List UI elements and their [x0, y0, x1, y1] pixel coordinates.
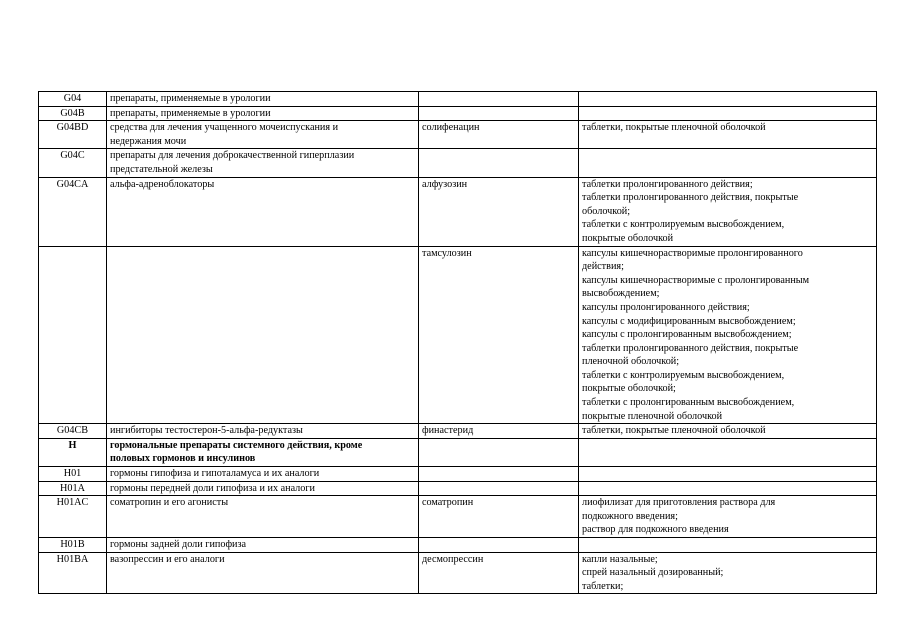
atc-code-cell: H01BA — [39, 552, 107, 594]
group-name-cell: гормональные препараты системного действия, кроме половых гормонов и инсулинов — [107, 438, 419, 466]
table-row — [39, 438, 877, 466]
group-name-cell: соматропин и его агонисты — [107, 496, 419, 538]
group-name-cell: гормоны передней доли гипофиза и их аналоги — [107, 481, 419, 496]
atc-code-cell: G04CA — [39, 177, 107, 246]
atc-code-cell: G04BD — [39, 121, 107, 149]
atc-code-cell: G04 — [39, 92, 107, 107]
drug-classification-table — [38, 91, 877, 594]
substance-cell — [419, 538, 579, 553]
substance-cell — [419, 467, 579, 482]
dosage-form-cell: капсулы кишечнорастворимые пролонгированного действия; капсулы кишечнорастворимые с пролонгированным высвобождением; капсулы пролонгированного действия; капсулы с модифицированным высвобождением; капсулы с пролонгированным высвобождением; таблетки пролонгированного действия, покрытые пленочной оболочкой; таблетки с контролируемым высвобождением, покрытые оболочкой; таблетки с пролонгированным высвобождением, покрытые пленочной оболочкой — [579, 246, 877, 424]
group-name-cell: препараты для лечения доброкачественной гиперплазии предстательной железы — [107, 149, 419, 177]
substance-cell: алфузозин — [419, 177, 579, 246]
table-row — [39, 552, 877, 594]
atc-code-cell: G04C — [39, 149, 107, 177]
dosage-form-cell: таблетки, покрытые пленочной оболочкой — [579, 121, 877, 149]
group-name-cell — [107, 246, 419, 424]
table-row — [39, 496, 877, 538]
substance-cell: финастерид — [419, 424, 579, 439]
substance-cell — [419, 106, 579, 121]
group-name-cell: вазопрессин и его аналоги — [107, 552, 419, 594]
table-row — [39, 121, 877, 149]
group-name-cell: ингибиторы тестостерон-5-альфа-редуктазы — [107, 424, 419, 439]
substance-cell: десмопрессин — [419, 552, 579, 594]
table-row — [39, 177, 877, 246]
substance-cell — [419, 149, 579, 177]
atc-code-cell: H01 — [39, 467, 107, 482]
dosage-form-cell: капли назальные; спрей назальный дозированный; таблетки; — [579, 552, 877, 594]
table-row — [39, 246, 877, 424]
substance-cell: тамсулозин — [419, 246, 579, 424]
substance-cell: соматропин — [419, 496, 579, 538]
atc-code-cell: G04B — [39, 106, 107, 121]
atc-code-cell: H01AC — [39, 496, 107, 538]
dosage-form-cell — [579, 149, 877, 177]
table-row — [39, 92, 877, 107]
substance-cell: солифенацин — [419, 121, 579, 149]
table-row — [39, 424, 877, 439]
dosage-form-cell: лиофилизат для приготовления раствора для подкожного введения; раствор для подкожного введения — [579, 496, 877, 538]
atc-code-cell — [39, 246, 107, 424]
atc-code-cell: H01A — [39, 481, 107, 496]
dosage-form-cell — [579, 92, 877, 107]
table-row — [39, 106, 877, 121]
atc-code-cell: H01B — [39, 538, 107, 553]
dosage-form-cell — [579, 481, 877, 496]
table-row — [39, 467, 877, 482]
substance-cell — [419, 92, 579, 107]
group-name-cell: гормоны гипофиза и гипоталамуса и их аналоги — [107, 467, 419, 482]
atc-code-cell: H — [39, 438, 107, 466]
dosage-form-cell — [579, 438, 877, 466]
table-row — [39, 149, 877, 177]
dosage-form-cell: таблетки, покрытые пленочной оболочкой — [579, 424, 877, 439]
group-name-cell: альфа-адреноблокаторы — [107, 177, 419, 246]
substance-cell — [419, 438, 579, 466]
group-name-cell: препараты, применяемые в урологии — [107, 92, 419, 107]
table-body — [39, 92, 877, 594]
dosage-form-cell: таблетки пролонгированного действия; таблетки пролонгированного действия, покрытые оболочкой; таблетки с контролируемым высвобождением, покрытые оболочкой — [579, 177, 877, 246]
dosage-form-cell — [579, 538, 877, 553]
dosage-form-cell — [579, 106, 877, 121]
group-name-cell: средства для лечения учащенного мочеиспускания и недержания мочи — [107, 121, 419, 149]
table-row — [39, 538, 877, 553]
group-name-cell: гормоны задней доли гипофиза — [107, 538, 419, 553]
substance-cell — [419, 481, 579, 496]
table-row — [39, 481, 877, 496]
group-name-cell: препараты, применяемые в урологии — [107, 106, 419, 121]
dosage-form-cell — [579, 467, 877, 482]
atc-code-cell: G04CB — [39, 424, 107, 439]
